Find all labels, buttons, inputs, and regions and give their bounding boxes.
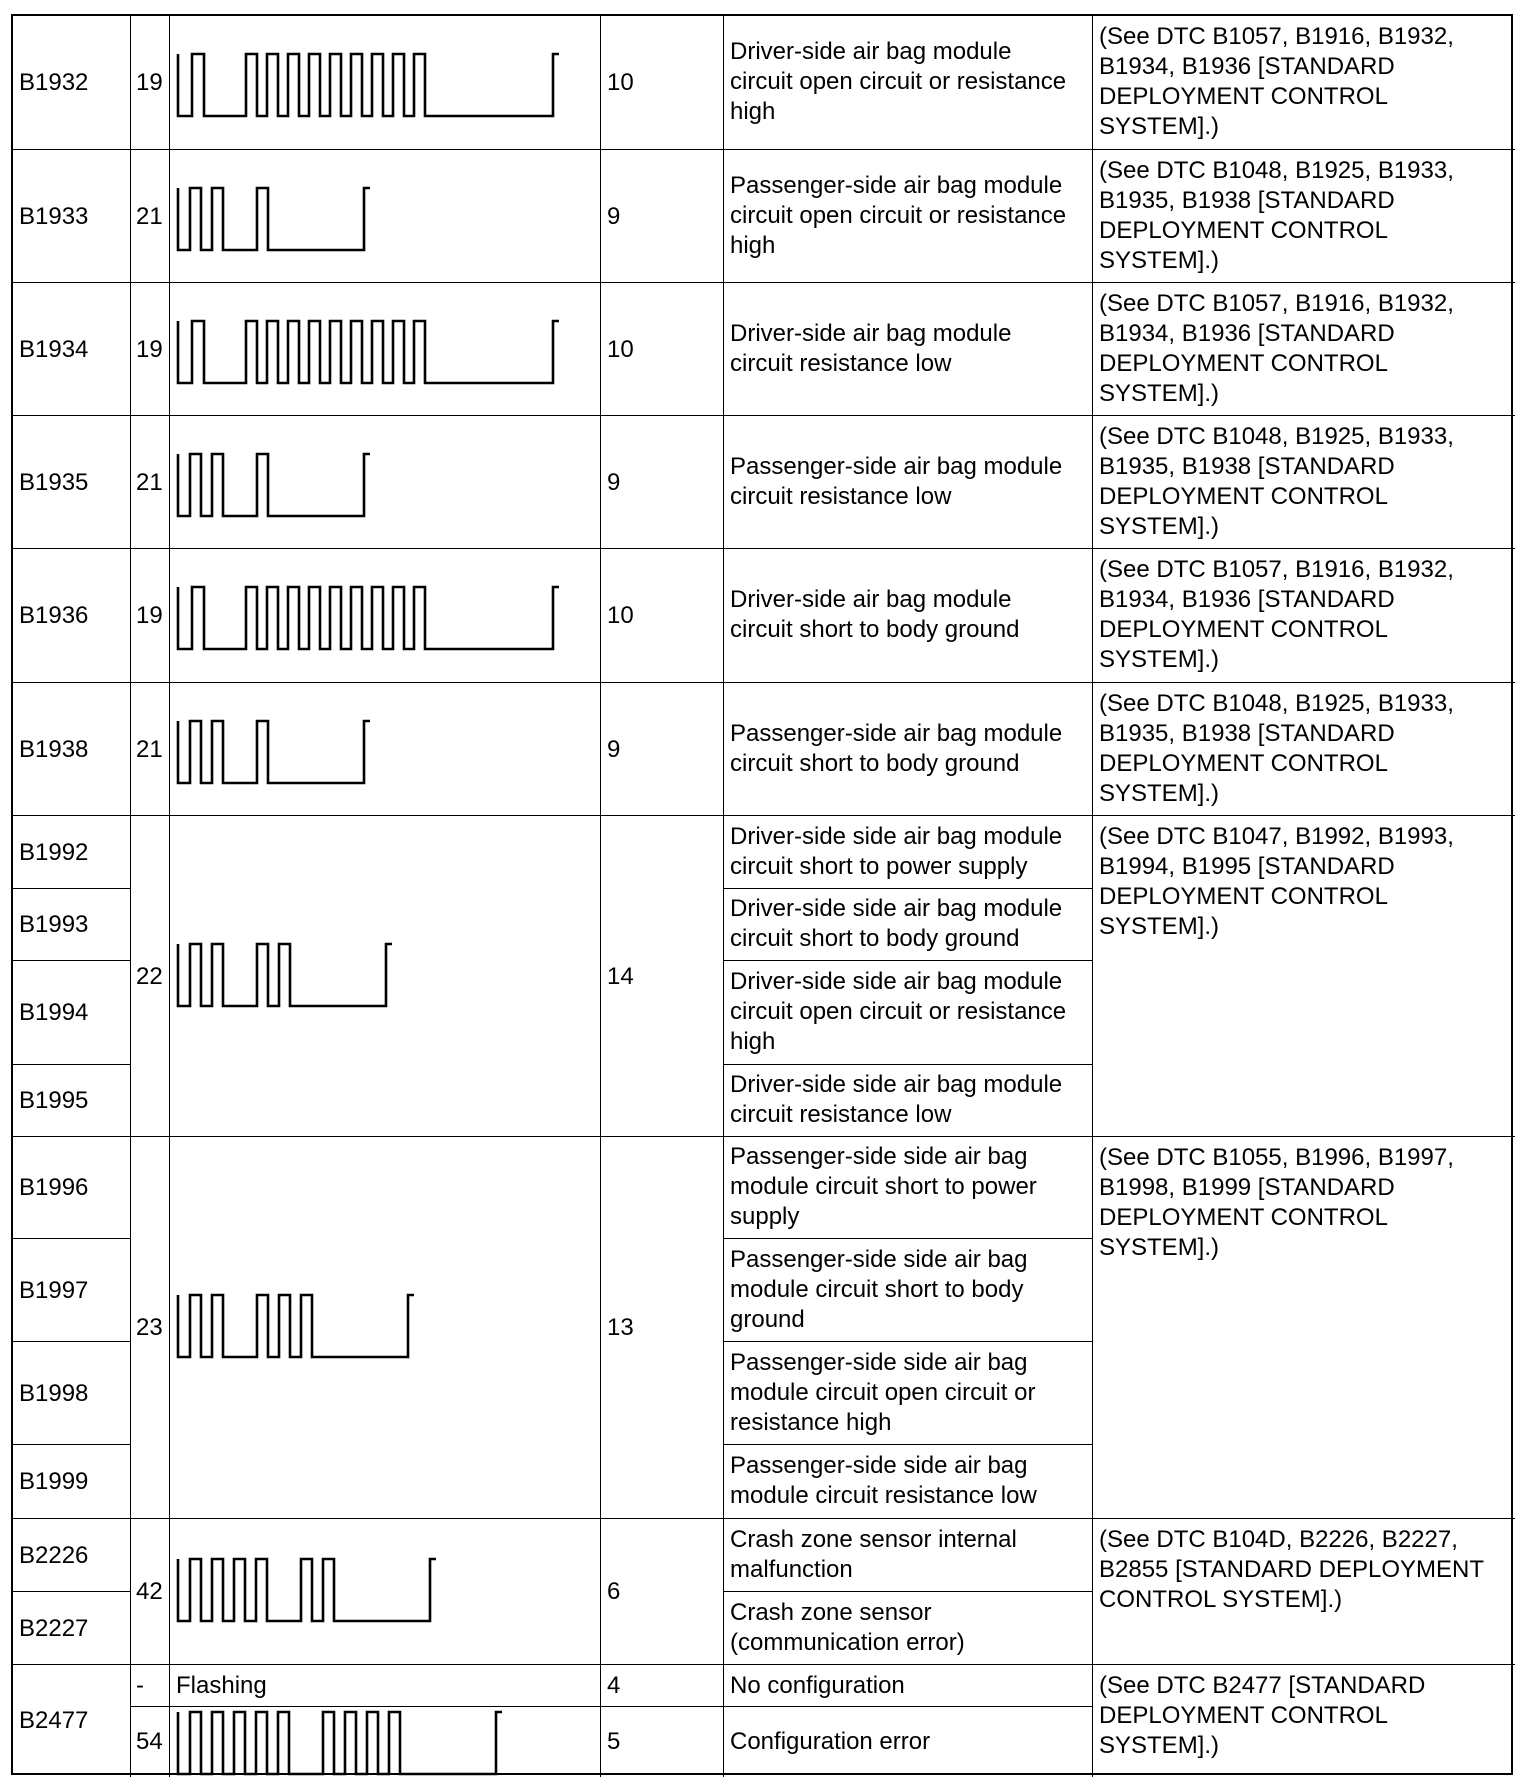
- malfunction-description-line: Driver-side air bag module: [730, 38, 1012, 65]
- malfunction-description-line: circuit resistance low: [730, 1101, 952, 1128]
- reference-note-line: B1935, B1938 [STANDARD: [1099, 720, 1395, 747]
- dtc-code: [13, 683, 131, 816]
- malfunction-description-line: Passenger-side side air bag: [730, 1349, 1028, 1376]
- grid-line-horizontal: [13, 548, 1515, 549]
- flash-count-text: 21: [136, 735, 163, 763]
- grid-line-horizontal: [13, 682, 1515, 683]
- malfunction-description-line: module circuit short to body: [730, 1276, 1024, 1303]
- reference-note-line: DEPLOYMENT CONTROL: [1099, 616, 1388, 643]
- dtc-code: [13, 1592, 131, 1665]
- malfunction-description-line: module circuit resistance low: [730, 1482, 1037, 1509]
- grid-line-vertical: [130, 16, 131, 1777]
- item-number: [601, 816, 724, 1137]
- malfunction-description-line: circuit resistance low: [730, 350, 952, 377]
- grid-line-horizontal: [13, 815, 1515, 816]
- item-number-text: 6: [607, 1578, 621, 1605]
- malfunction-description-line: circuit short to body ground: [730, 616, 1020, 643]
- waveform-trace: [178, 188, 370, 250]
- grid-line-horizontal: [13, 888, 131, 889]
- item-number: [601, 416, 724, 549]
- grid-line-horizontal: [724, 888, 1093, 889]
- grid-line-horizontal: [13, 960, 131, 961]
- malfunction-description-line: Driver-side side air bag module: [730, 968, 1063, 995]
- grid-line-horizontal: [13, 1444, 131, 1445]
- reference-note-line: (See DTC B1048, B1925, B1933,: [1099, 423, 1454, 450]
- flash-count: [131, 683, 170, 816]
- grid-line-horizontal: [724, 1341, 1093, 1342]
- flash-count: [131, 1707, 170, 1777]
- dtc-code-text: B1998: [19, 1379, 89, 1407]
- malfunction-description-line: module circuit open circuit or: [730, 1379, 1036, 1406]
- grid-line-horizontal: [724, 1444, 1093, 1445]
- item-number: [601, 150, 724, 283]
- grid-line-vertical: [600, 16, 601, 1777]
- malfunction-description-line: (communication error): [730, 1629, 965, 1656]
- dtc-code-text: B1933: [19, 202, 89, 230]
- grid-line-vertical: [1092, 16, 1093, 1777]
- blink-pattern-waveform: [178, 185, 374, 253]
- dtc-code-text: B1995: [19, 1087, 89, 1114]
- waveform-trace: [178, 321, 559, 383]
- reference-note-line: B1935, B1938 [STANDARD: [1099, 187, 1395, 214]
- flash-count-text: 42: [136, 1578, 163, 1605]
- reference-note-line: (See DTC B1055, B1996, B1997,: [1099, 1144, 1454, 1171]
- malfunction-description-line: ground: [730, 1306, 805, 1333]
- reference-note-line: B1935, B1938 [STANDARD: [1099, 453, 1395, 480]
- dtc-code-text: B1999: [19, 1468, 89, 1495]
- malfunction-description-line: high: [730, 1028, 776, 1055]
- dtc-code-text: B1993: [19, 911, 89, 938]
- item-number-text: 10: [607, 602, 634, 629]
- malfunction-description-line: Passenger-side air bag module: [730, 172, 1063, 199]
- reference-note-line: SYSTEM].): [1099, 1234, 1220, 1261]
- flash-count-text: 54: [136, 1728, 163, 1755]
- item-number-text: 5: [607, 1728, 621, 1755]
- malfunction-description-line: Driver-side side air bag module: [730, 895, 1063, 922]
- reference-note-line: DEPLOYMENT CONTROL: [1099, 483, 1388, 510]
- item-number: [601, 549, 724, 683]
- malfunction-description-line: circuit short to power supply: [730, 853, 1028, 880]
- grid-line-horizontal: [13, 149, 1515, 150]
- reference-note-line: DEPLOYMENT CONTROL: [1099, 350, 1388, 377]
- grid-line-horizontal: [13, 1136, 1515, 1137]
- grid-line-horizontal: [131, 1706, 1093, 1707]
- malfunction-description-line: high: [730, 98, 776, 125]
- malfunction-description-line: circuit open circuit or resistance: [730, 68, 1067, 95]
- malfunction-description-line: circuit open circuit or resistance: [730, 998, 1067, 1025]
- reference-note-line: CONTROL SYSTEM].): [1099, 1586, 1343, 1613]
- item-number-text: 10: [607, 335, 634, 363]
- malfunction-description-line: Crash zone sensor: [730, 1599, 932, 1626]
- item-number-text: 10: [607, 69, 634, 96]
- flash-count-text: 19: [136, 69, 163, 96]
- flash-count: [131, 150, 170, 283]
- waveform-trace: [178, 944, 392, 1006]
- reference-note-line: DEPLOYMENT CONTROL: [1099, 1204, 1388, 1231]
- reference-note-line: (See DTC B1057, B1916, B1932,: [1099, 556, 1454, 583]
- reference-note-line: (See DTC B1057, B1916, B1932,: [1099, 290, 1454, 317]
- item-number-text: 13: [607, 1314, 634, 1341]
- item-number: [601, 1707, 724, 1777]
- dtc-code: [13, 150, 131, 283]
- grid-line-horizontal: [13, 1064, 131, 1065]
- blink-pattern-waveform: [178, 584, 563, 652]
- malfunction-description-line: Passenger-side air bag module: [730, 453, 1063, 480]
- reference-note-line: B1998, B1999 [STANDARD: [1099, 1174, 1395, 1201]
- reference-note-line: SYSTEM].): [1099, 380, 1220, 407]
- blink-pattern-waveform: [178, 451, 374, 519]
- flash-count: [131, 1137, 170, 1519]
- dtc-code: [13, 1342, 131, 1445]
- dtc-code-text: B1935: [19, 468, 89, 496]
- malfunction-description-line: Crash zone sensor internal: [730, 1526, 1017, 1553]
- reference-note-line: B1994, B1995 [STANDARD: [1099, 853, 1395, 880]
- malfunction-description-line: circuit short to body ground: [730, 750, 1020, 777]
- flash-count-text: 19: [136, 602, 163, 629]
- reference-note-line: DEPLOYMENT CONTROL: [1099, 83, 1388, 110]
- malfunction-description-text: No configuration: [730, 1672, 905, 1699]
- reference-note-line: (See DTC B1048, B1925, B1933,: [1099, 690, 1454, 717]
- dtc-code: [13, 549, 131, 683]
- blink-pattern-waveform: [178, 941, 396, 1009]
- dtc-code: [13, 1239, 131, 1342]
- reference-note-line: B1934, B1936 [STANDARD: [1099, 53, 1395, 80]
- waveform-trace: [178, 721, 370, 783]
- flash-count: [131, 549, 170, 683]
- flash-count: [131, 1665, 170, 1707]
- malfunction-description-line: circuit short to body ground: [730, 925, 1020, 952]
- malfunction-description-line: Passenger-side side air bag: [730, 1246, 1028, 1273]
- item-number-text: 9: [607, 468, 621, 496]
- flash-pattern-label-text: Flashing: [176, 1672, 267, 1699]
- dtc-code: [13, 16, 131, 150]
- malfunction-description-text: Configuration error: [730, 1728, 931, 1755]
- blink-pattern-waveform: [178, 718, 374, 786]
- malfunction-description-line: Passenger-side air bag module: [730, 720, 1063, 747]
- blink-pattern-waveform: [178, 1709, 506, 1777]
- reference-note-line: SYSTEM].): [1099, 913, 1220, 940]
- dtc-code-text: B1994: [19, 999, 89, 1026]
- grid-line-horizontal: [724, 1238, 1093, 1239]
- item-number: [601, 1137, 724, 1519]
- dtc-code-text: B1997: [19, 1276, 89, 1304]
- malfunction-description-line: Passenger-side side air bag: [730, 1143, 1028, 1170]
- grid-line-horizontal: [13, 282, 1515, 283]
- grid-line-horizontal: [13, 1238, 131, 1239]
- blink-pattern-waveform: [178, 1292, 418, 1360]
- flash-count: [131, 16, 170, 150]
- grid-line-horizontal: [724, 1064, 1093, 1065]
- reference-note-line: DEPLOYMENT CONTROL: [1099, 750, 1388, 777]
- flash-count-text: 21: [136, 468, 163, 496]
- grid-line-horizontal: [13, 1591, 131, 1592]
- waveform-trace: [178, 54, 559, 116]
- flash-pattern-label: [170, 1665, 601, 1707]
- dtc-code-text: B1934: [19, 335, 89, 363]
- dtc-code: [13, 889, 131, 961]
- grid-line-vertical: [169, 16, 170, 1777]
- malfunction-description-line: supply: [730, 1203, 800, 1230]
- grid-line-horizontal: [724, 960, 1093, 961]
- flash-count-text: 19: [136, 335, 163, 363]
- malfunction-description-line: module circuit short to power: [730, 1173, 1037, 1200]
- dtc-table: [11, 14, 1513, 1775]
- dtc-code-text: B2226: [19, 1541, 89, 1569]
- item-number-text: 14: [607, 962, 634, 990]
- reference-note-line: (See DTC B1047, B1992, B1993,: [1099, 823, 1454, 850]
- malfunction-description-line: Driver-side air bag module: [730, 320, 1012, 347]
- dtc-code-text: B2227: [19, 1614, 89, 1642]
- waveform-trace: [178, 454, 370, 516]
- grid-line-vertical: [723, 16, 724, 1777]
- flash-count: [131, 1519, 170, 1665]
- waveform-trace: [178, 1295, 414, 1357]
- grid-line-horizontal: [724, 1591, 1093, 1592]
- item-number: [601, 1665, 724, 1707]
- flash-count-text: 22: [136, 962, 163, 990]
- reference-note-line: (See DTC B2477 [STANDARD: [1099, 1672, 1426, 1699]
- dtc-code: [13, 1137, 131, 1239]
- blink-pattern-waveform: [178, 51, 563, 119]
- malfunction-description-line: circuit resistance low: [730, 483, 952, 510]
- grid-line-horizontal: [13, 415, 1515, 416]
- dtc-code-text: B1936: [19, 602, 89, 629]
- item-number-text: 4: [607, 1672, 621, 1699]
- item-number-text: 9: [607, 202, 621, 230]
- reference-note-line: (See DTC B1048, B1925, B1933,: [1099, 157, 1454, 184]
- malfunction-description-line: Driver-side side air bag module: [730, 1071, 1063, 1098]
- reference-note-line: SYSTEM].): [1099, 646, 1220, 673]
- reference-note-line: B1934, B1936 [STANDARD: [1099, 320, 1395, 347]
- malfunction-description-line: high: [730, 232, 776, 259]
- grid-line-horizontal: [13, 1341, 131, 1342]
- malfunction-description: [724, 1665, 1093, 1707]
- reference-note-line: (See DTC B1057, B1916, B1932,: [1099, 23, 1454, 50]
- grid-line-horizontal: [13, 1518, 1515, 1519]
- dtc-code: [13, 283, 131, 416]
- item-number: [601, 683, 724, 816]
- dtc-code: [13, 1065, 131, 1137]
- item-number-text: 9: [607, 735, 621, 763]
- malfunction-description-line: resistance high: [730, 1409, 892, 1436]
- blink-pattern-waveform: [178, 1556, 440, 1624]
- reference-note-line: DEPLOYMENT CONTROL: [1099, 883, 1388, 910]
- dtc-code-text: B1938: [19, 735, 89, 763]
- flash-count: [131, 416, 170, 549]
- blink-pattern-waveform: [178, 318, 563, 386]
- dtc-code-text: B1992: [19, 838, 89, 866]
- dtc-code: [13, 1519, 131, 1592]
- waveform-trace: [178, 1712, 502, 1774]
- waveform-trace: [178, 1559, 436, 1621]
- malfunction-description-line: Passenger-side side air bag: [730, 1452, 1028, 1479]
- dtc-code-text: B1932: [19, 69, 89, 96]
- item-number: [601, 283, 724, 416]
- dtc-code: [13, 1665, 131, 1777]
- dtc-code: [13, 416, 131, 549]
- malfunction-description-line: malfunction: [730, 1556, 853, 1583]
- dtc-code: [13, 961, 131, 1065]
- reference-note-line: SYSTEM].): [1099, 780, 1220, 807]
- reference-note-line: DEPLOYMENT CONTROL: [1099, 1702, 1388, 1729]
- malfunction-description-line: circuit open circuit or resistance: [730, 202, 1067, 229]
- malfunction-description-line: Driver-side side air bag module: [730, 823, 1063, 850]
- dtc-code-text: B2477: [19, 1707, 89, 1734]
- reference-note-line: B1934, B1936 [STANDARD: [1099, 586, 1395, 613]
- flash-count-text: 21: [136, 202, 163, 230]
- item-number: [601, 1519, 724, 1665]
- malfunction-description: [724, 1707, 1093, 1777]
- dtc-code: [13, 816, 131, 889]
- reference-note-line: SYSTEM].): [1099, 247, 1220, 274]
- flash-count-text: -: [136, 1672, 144, 1699]
- reference-note-line: SYSTEM].): [1099, 513, 1220, 540]
- reference-note-line: SYSTEM].): [1099, 1732, 1220, 1759]
- reference-note-line: DEPLOYMENT CONTROL: [1099, 217, 1388, 244]
- flash-count: [131, 816, 170, 1137]
- reference-note-line: (See DTC B104D, B2226, B2227,: [1099, 1526, 1458, 1553]
- flash-count: [131, 283, 170, 416]
- reference-note-line: SYSTEM].): [1099, 113, 1220, 140]
- dtc-code-text: B1996: [19, 1174, 89, 1201]
- flash-count-text: 23: [136, 1314, 163, 1341]
- waveform-trace: [178, 587, 559, 649]
- item-number: [601, 16, 724, 150]
- reference-note-line: B2855 [STANDARD DEPLOYMENT: [1099, 1556, 1484, 1583]
- malfunction-description-line: Driver-side air bag module: [730, 586, 1012, 613]
- dtc-code: [13, 1445, 131, 1519]
